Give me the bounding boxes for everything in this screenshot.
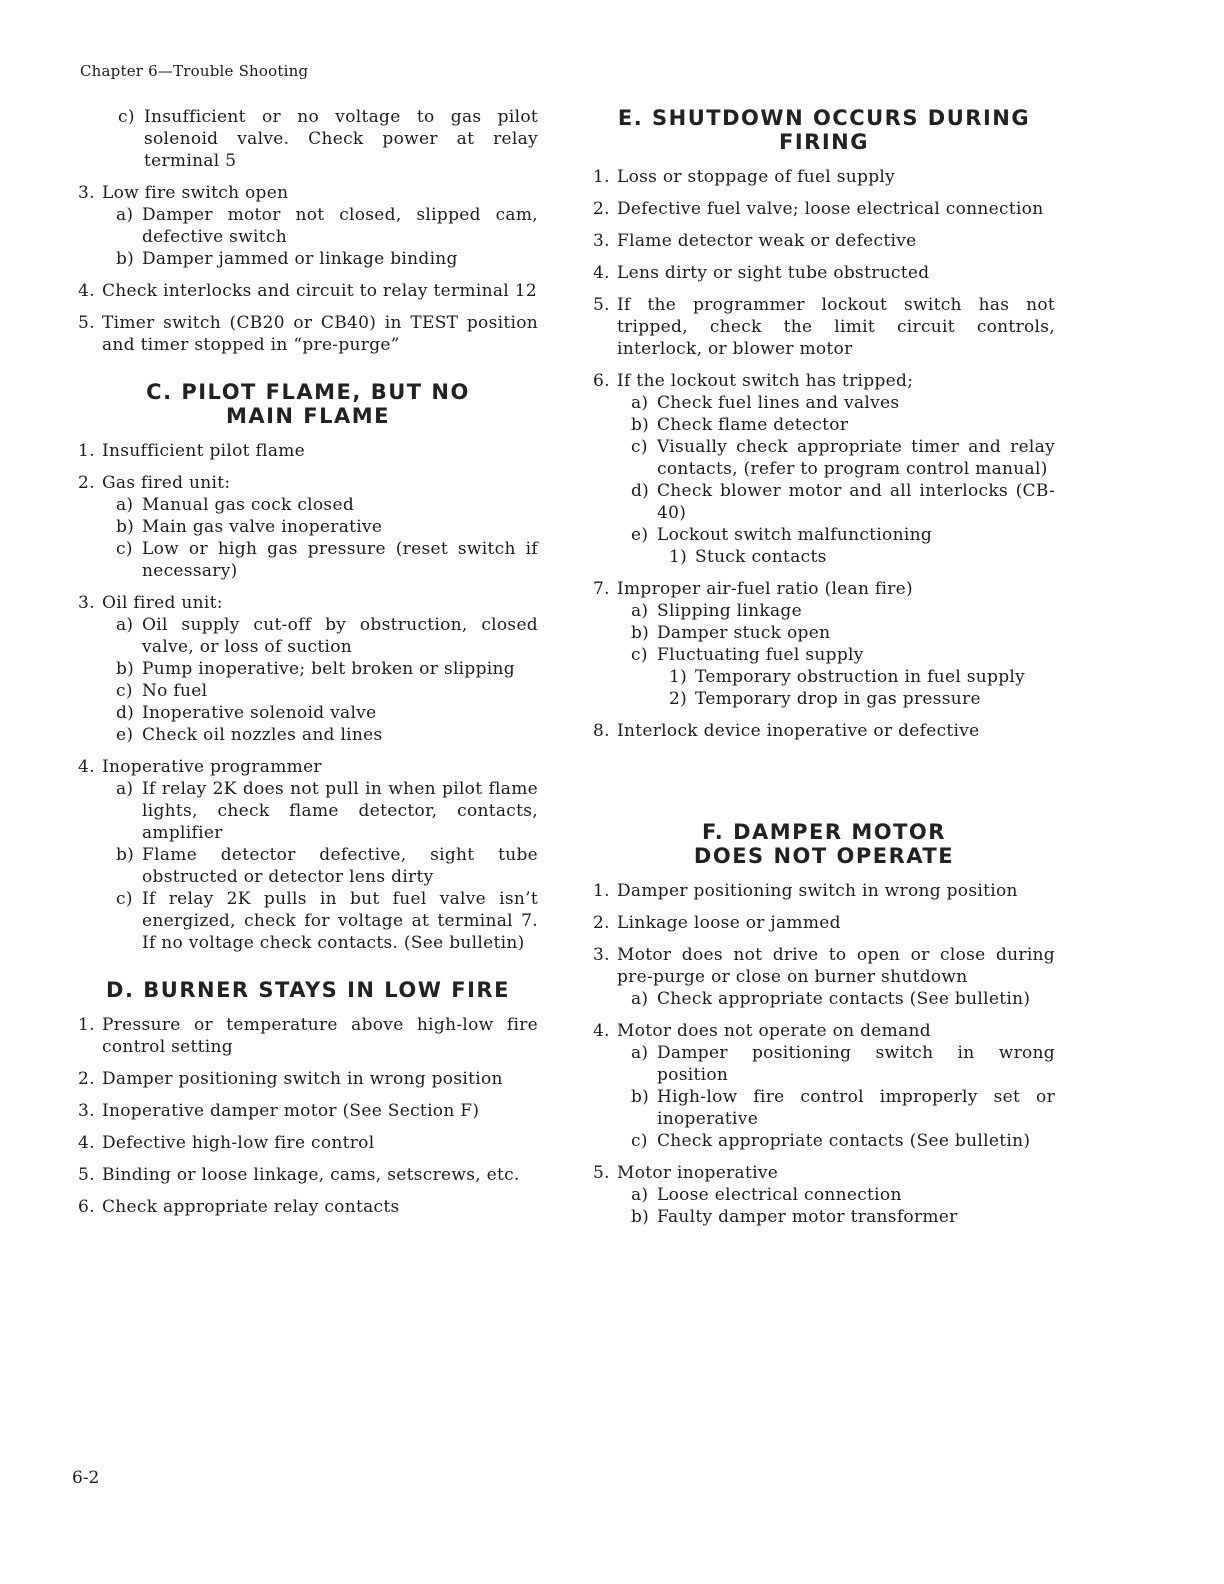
sub-item: b) Faulty damper motor transformer <box>631 1207 958 1227</box>
item-text: Inoperative programmer <box>102 757 322 777</box>
sub-item: c) Check appropriate contacts (See bulletin) <box>631 1131 1031 1151</box>
sub-list <box>631 1184 1055 1228</box>
item-number: 5. <box>78 313 95 333</box>
item-number: 1. <box>78 441 95 461</box>
right-column <box>593 106 1055 1238</box>
list-item: 5. If the programmer lockout switch has not tripped, check the limit circuit controls, interlock, or blower motor <box>593 295 1055 359</box>
sub-item: d) Inoperative solenoid valve <box>116 703 377 723</box>
list-item: 3. Inoperative damper motor (See Section F) <box>78 1101 480 1121</box>
sub-list <box>116 778 538 954</box>
sub-item: a) Slipping linkage <box>631 601 802 621</box>
sub-text: Damper jammed or linkage binding <box>142 249 458 269</box>
sub-item: a) If relay 2K does not pull in when pilot flame lights, check flame detector, contacts, amplifier <box>116 779 538 843</box>
sub-text: Insufficient or no voltage to gas pilot solenoid valve. Check power at relay terminal 5 <box>144 107 538 171</box>
list-item: 6. If the lockout switch has tripped; a) Check fuel lines and valves b) Check flame detector c) Visually check appropriate timer and relay contacts, (refer to program control manual) d) Check blower motor and all interlocks (CB-40) e) Lockout switch malfunctioning 1) Stuck contacts <box>593 371 1055 567</box>
sub-list <box>631 600 1055 710</box>
sub-item: b) Main gas valve inoperative <box>116 517 383 537</box>
item-text: Gas fired unit: <box>102 473 231 493</box>
list-item: 4. Lens dirty or sight tube obstructed <box>593 263 930 283</box>
sub-item: e) Check oil nozzles and lines <box>116 725 383 745</box>
sub-item: a) Damper positioning switch in wrong position <box>631 1043 1055 1085</box>
item-text: Low fire switch open <box>102 183 289 203</box>
sub-item: a) Loose electrical connection <box>631 1185 902 1205</box>
sub-item: e) Lockout switch malfunctioning 1) Stuck contacts <box>631 524 1055 568</box>
list-item: 2. Damper positioning switch in wrong position <box>78 1069 503 1089</box>
page-header: Chapter 6—Trouble Shooting <box>80 62 309 80</box>
sub-letter: a) <box>116 205 134 225</box>
item-number: 3. <box>78 183 95 203</box>
list-item: 5. Binding or loose linkage, cams, setscrews, etc. <box>78 1165 520 1185</box>
list-item: 2. Linkage loose or jammed <box>593 913 841 933</box>
sub-item <box>116 204 538 248</box>
sub-item: a) Check fuel lines and valves <box>631 393 900 413</box>
section-e-heading: E. SHUTDOWN OCCURS DURING FIRING <box>617 106 1031 154</box>
sub-letter: b) <box>116 249 135 269</box>
item-number: 4. <box>78 757 95 777</box>
list-item: 7. Improper air-fuel ratio (lean fire) a) Slipping linkage b) Damper stuck open c) Fluctuating fuel supply 1) Temporary obstruction in fuel supply 2) Temporary drop in gas pressure <box>593 578 1055 710</box>
sub-item: a) Oil supply cut-off by obstruction, closed valve, or loss of suction <box>116 615 538 657</box>
list-item: 4. Defective high-low fire control <box>78 1133 375 1153</box>
sub-item: b) Flame detector defective, sight tube obstructed or detector lens dirty <box>116 845 538 887</box>
sub-item: c) If relay 2K pulls in but fuel valve isn’t energized, check for voltage at terminal 7. If no voltage check contacts. (See bulletin) <box>116 889 538 953</box>
list-item <box>78 756 538 954</box>
list-item <box>78 182 538 270</box>
section-f-heading: F. DAMPER MOTOR DOES NOT OPERATE <box>693 820 955 868</box>
list-item <box>78 472 538 582</box>
sub-list <box>116 204 538 270</box>
sub-item <box>118 106 538 172</box>
list-item: 4. Motor does not operate on demand a) Damper positioning switch in wrong position b) High-low fire control improperly set or inoperative c) Check appropriate contacts (See bulletin) <box>593 1021 1055 1151</box>
list-item <box>78 280 538 302</box>
sub-list <box>631 392 1055 568</box>
sub-item: b) Check flame detector <box>631 415 849 435</box>
list-item: 8. Interlock device inoperative or defective <box>593 721 980 741</box>
list-item: 5. Motor inoperative a) Loose electrical connection b) Faulty damper motor transformer <box>593 1162 1055 1228</box>
subsub-item: 1) Temporary obstruction in fuel supply <box>669 667 1026 687</box>
sub-item: d) Check blower motor and all interlocks (CB-40) <box>631 481 1055 523</box>
list-item: 2. Defective fuel valve; loose electrical connection <box>593 199 1044 219</box>
sub-list <box>116 494 538 582</box>
list-item <box>78 440 538 462</box>
continued-subitems <box>118 106 538 172</box>
sub-item: b) Pump inoperative; belt broken or slipping <box>116 659 515 679</box>
sub-list <box>631 1042 1055 1152</box>
list-item <box>78 312 538 356</box>
sub-item: c) Low or high gas pressure (reset switch if necessary) <box>116 539 538 581</box>
sub-item: c) Fluctuating fuel supply 1) Temporary obstruction in fuel supply 2) Temporary drop in gas pressure <box>631 644 1055 710</box>
item-text: Timer switch (CB20 or CB40) in TEST position and timer stopped in “pre-purge” <box>102 313 538 355</box>
item-text: Insufficient pilot flame <box>102 441 306 461</box>
sub-item: b) High-low fire control improperly set or inoperative <box>631 1087 1055 1129</box>
list-item: 3. Flame detector weak or defective <box>593 231 917 251</box>
sub-item: c) No fuel <box>116 681 208 701</box>
list-item <box>78 592 538 746</box>
section-c-heading: C. PILOT FLAME, BUT NO MAIN FLAME <box>146 380 470 428</box>
list-item: 1. Pressure or temperature above high-low fire control setting <box>78 1015 538 1057</box>
list-item: 6. Check appropriate relay contacts <box>78 1197 400 1217</box>
sub-list <box>631 988 1055 1010</box>
sub-item: a) Manual gas cock closed <box>116 495 355 515</box>
item-number: 3. <box>78 593 95 613</box>
item-text: Oil fired unit: <box>102 593 223 613</box>
sub-item: c) Visually check appropriate timer and relay contacts, (refer to program control manual) <box>631 437 1055 479</box>
subsub-item: 2) Temporary drop in gas pressure <box>669 689 981 709</box>
page-number: 6-2 <box>72 1468 100 1488</box>
item-text: Check interlocks and circuit to relay terminal 12 <box>102 281 537 301</box>
sub-letter: c) <box>118 107 135 127</box>
sub-item: a) Check appropriate contacts (See bulletin) <box>631 989 1031 1009</box>
sub-item <box>116 248 538 270</box>
list-item: 1. Loss or stoppage of fuel supply <box>593 167 896 187</box>
item-number: 4. <box>78 281 95 301</box>
sub-text: Damper motor not closed, slipped cam, defective switch <box>142 205 538 247</box>
item-number: 2. <box>78 473 95 493</box>
list-item: 1. Damper positioning switch in wrong position <box>593 881 1018 901</box>
subsub-item: 1) Stuck contacts <box>669 547 827 567</box>
section-d-heading: D. BURNER STAYS IN LOW FIRE <box>106 978 510 1002</box>
list-item: 3. Motor does not drive to open or close during pre-purge or close on burner shutdown a) Check appropriate contacts (See bulletin) <box>593 945 1055 1009</box>
sub-item: b) Damper stuck open <box>631 623 831 643</box>
sub-list <box>116 614 538 746</box>
left-column <box>78 106 538 1228</box>
